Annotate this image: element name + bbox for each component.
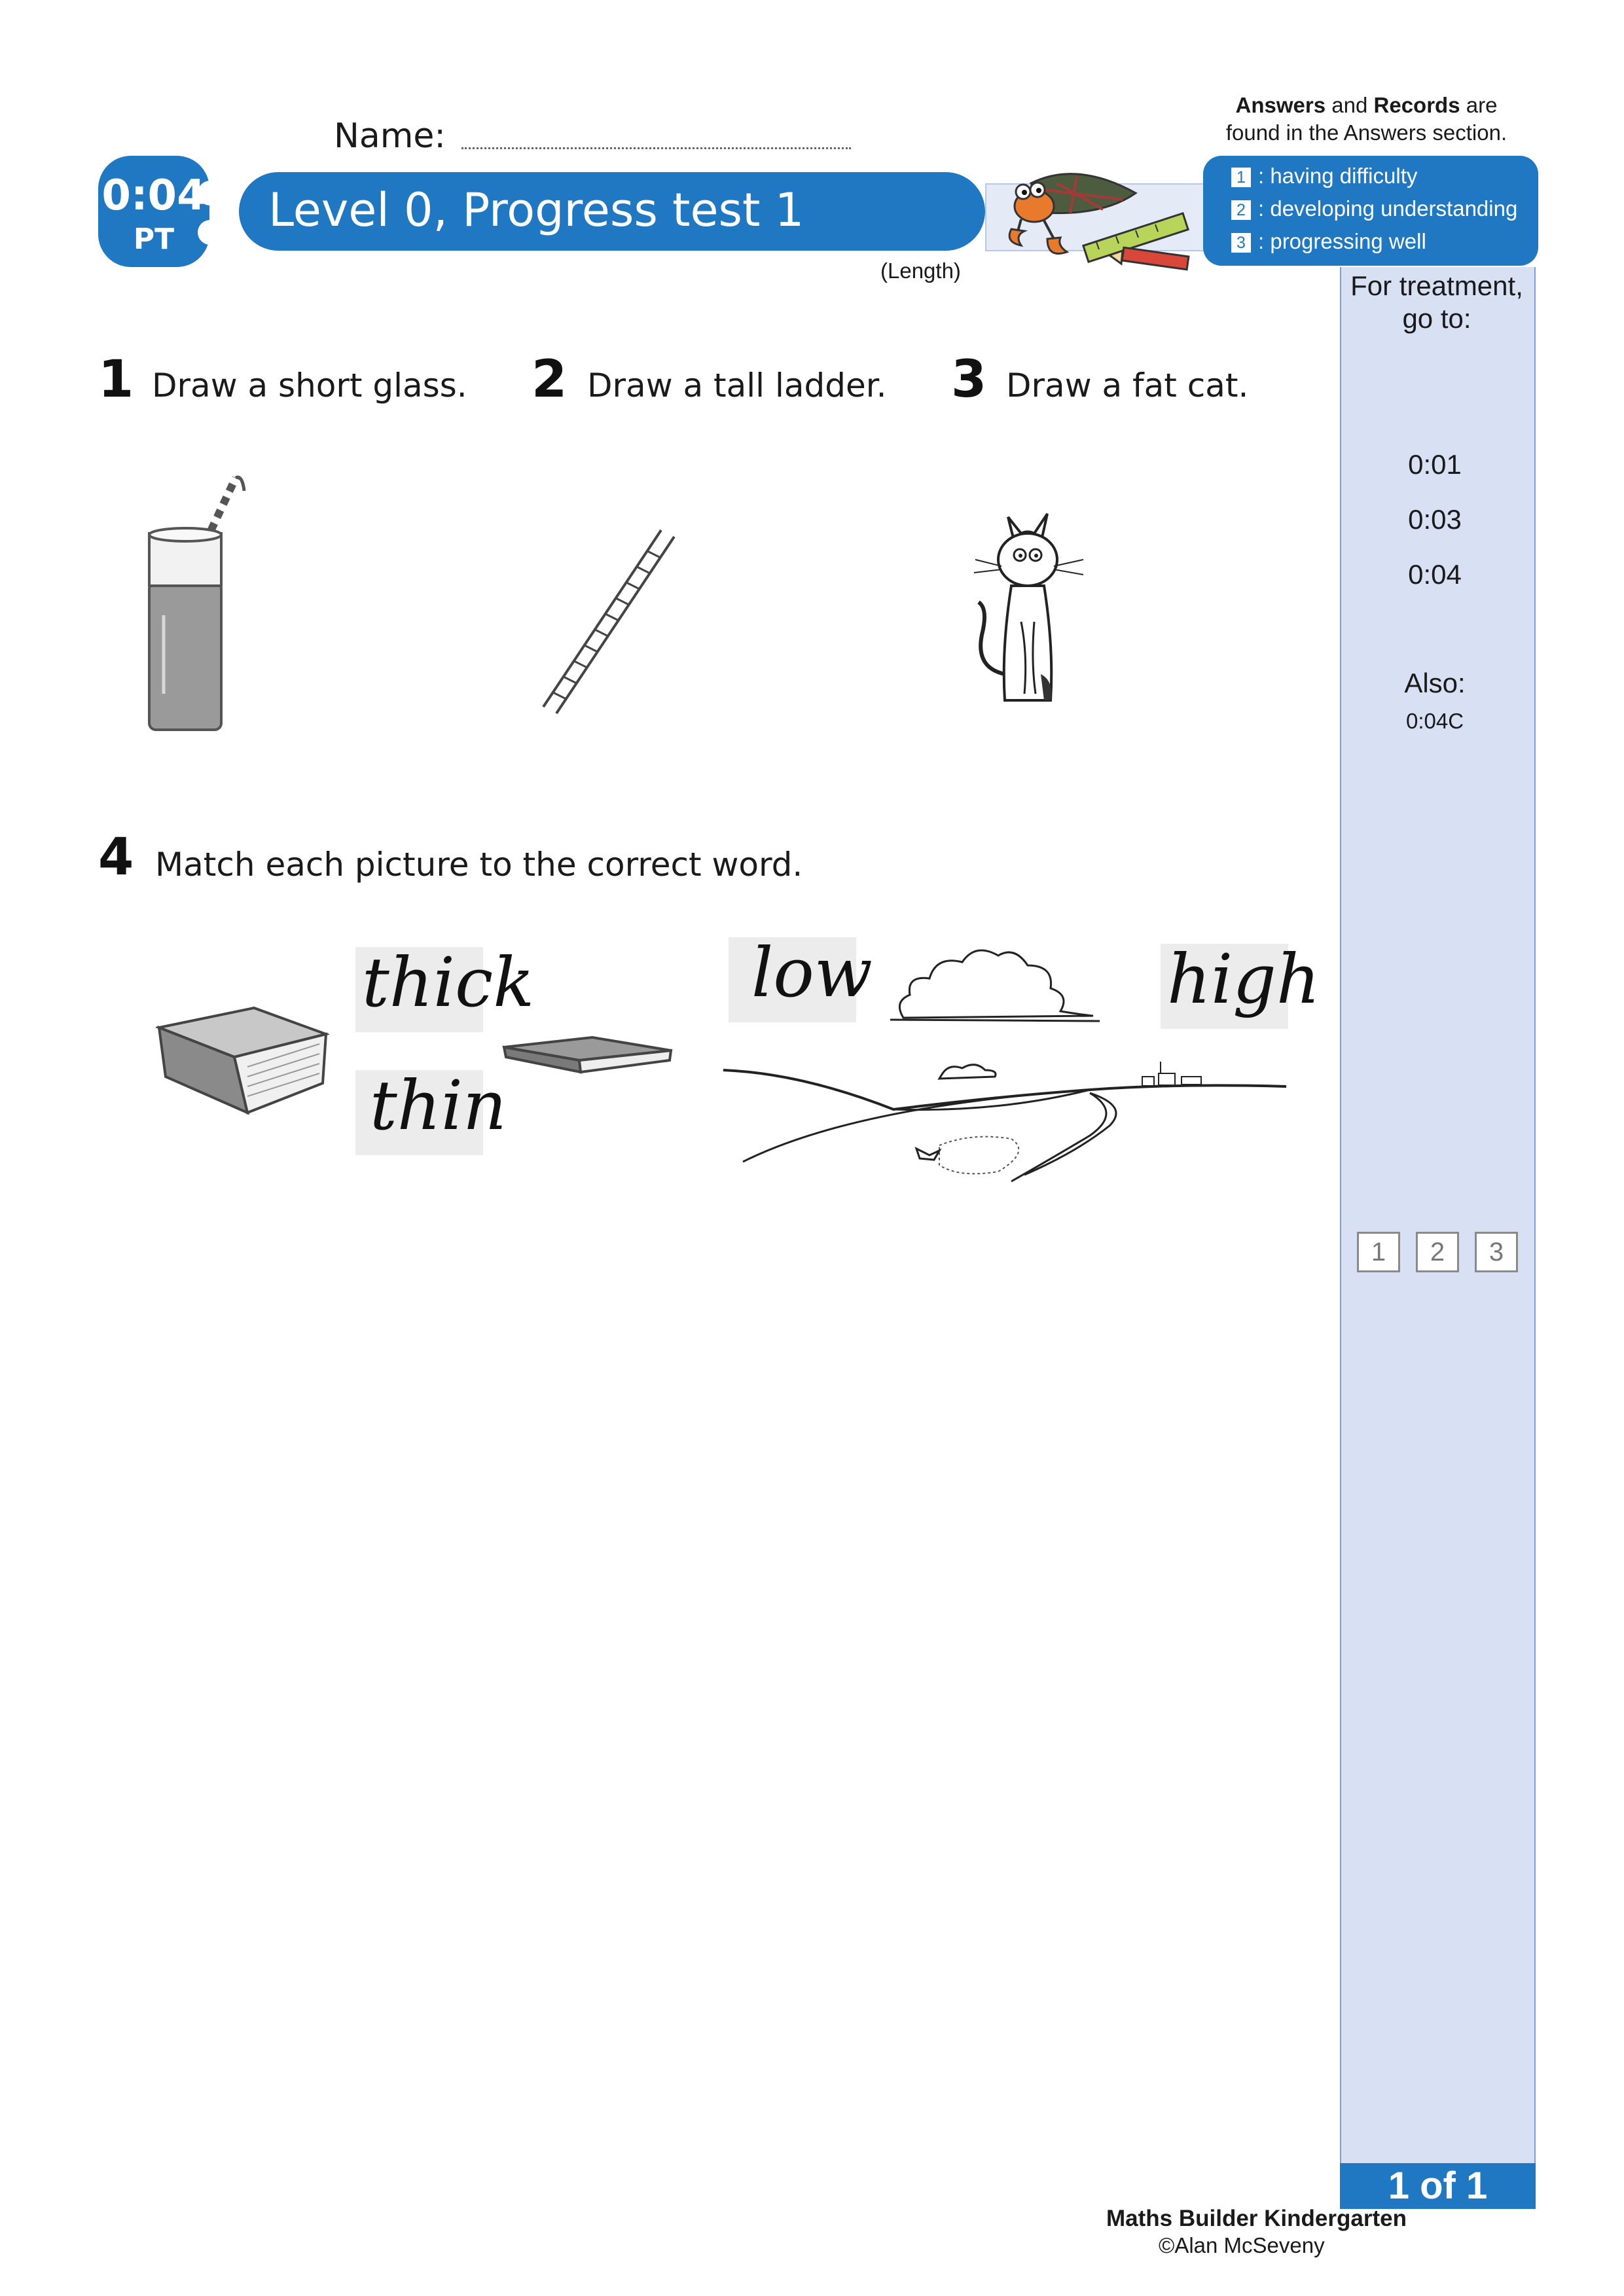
word-high[interactable]: high	[1167, 939, 1320, 1019]
word-thick[interactable]: thick	[362, 942, 535, 1022]
test-code-sub: PT	[133, 223, 175, 256]
page-title: Level 0, Progress test 1	[268, 183, 804, 237]
legend-item-1	[1231, 164, 1417, 188]
test-code: 0:04	[101, 171, 206, 220]
farm-buildings-icon	[1142, 1062, 1201, 1086]
ladder-icon	[537, 524, 694, 720]
rating-box-3[interactable]: 3	[1475, 1232, 1518, 1272]
footer-copyright: ©Alan McSeveny	[1159, 2233, 1325, 2257]
legend-num: 2	[1231, 200, 1252, 221]
treatment-sidebar	[1340, 267, 1536, 2170]
thin-book-icon[interactable]	[501, 1034, 674, 1080]
legend-num: 1	[1231, 167, 1252, 188]
rating-box-2[interactable]: 2	[1416, 1232, 1459, 1272]
name-label: Name:	[334, 117, 446, 156]
question-text: Draw a fat cat.	[1006, 367, 1249, 404]
treatment-link[interactable]: 0:03	[1408, 504, 1462, 535]
treatment-heading	[1339, 270, 1535, 335]
treatment-line1: For treatment,	[1350, 270, 1523, 301]
question-number: 2	[532, 350, 568, 409]
also-label: Also:	[1404, 668, 1466, 698]
landscape-icon	[723, 1041, 1286, 1185]
glass-icon	[141, 471, 259, 733]
legend-item-3	[1231, 229, 1426, 254]
cloud-icon[interactable]	[890, 936, 1100, 1028]
question-number: 4	[98, 828, 134, 887]
legend-label: : progressing well	[1258, 229, 1426, 253]
topic-label: (Length)	[880, 259, 961, 283]
treatment-link[interactable]: 0:04	[1408, 559, 1462, 590]
question-text: Draw a short glass.	[152, 367, 467, 404]
records-word: Records	[1373, 93, 1460, 117]
question-number: 3	[951, 350, 987, 409]
footer-publication: Maths Builder Kindergarten	[1106, 2206, 1407, 2231]
answers-word: Answers	[1235, 93, 1326, 117]
treatment-line2: go to:	[1402, 303, 1471, 334]
legend-label: : having difficulty	[1258, 164, 1418, 188]
word-thin[interactable]: thin	[370, 1066, 507, 1145]
legend-num: 3	[1231, 232, 1252, 253]
answers-note-line2: found in the Answers section.	[1225, 120, 1507, 145]
word-low[interactable]: low	[751, 933, 873, 1013]
thick-book-icon[interactable]	[156, 1005, 329, 1116]
crab-mascot-icon	[985, 154, 1208, 278]
legend-label: : developing understanding	[1258, 196, 1518, 221]
question-number: 1	[98, 350, 134, 409]
question-text: Match each picture to the correct word.	[155, 846, 803, 884]
legend-item-2	[1231, 196, 1517, 221]
rating-box-1[interactable]: 1	[1357, 1232, 1400, 1272]
bird-icon	[916, 1149, 939, 1160]
answers-and: and	[1326, 93, 1374, 117]
small-cloud-icon	[939, 1065, 996, 1079]
cat-icon	[962, 504, 1093, 720]
answers-note	[1188, 92, 1545, 147]
page-indicator: 1 of 1	[1340, 2163, 1536, 2209]
question-text: Draw a tall ladder.	[587, 367, 887, 404]
pencil-icon	[1110, 247, 1189, 270]
also-link[interactable]: 0:04C	[1405, 709, 1464, 733]
name-field[interactable]	[461, 147, 851, 149]
answers-are: are	[1460, 93, 1498, 117]
treatment-link[interactable]: 0:01	[1408, 449, 1462, 480]
